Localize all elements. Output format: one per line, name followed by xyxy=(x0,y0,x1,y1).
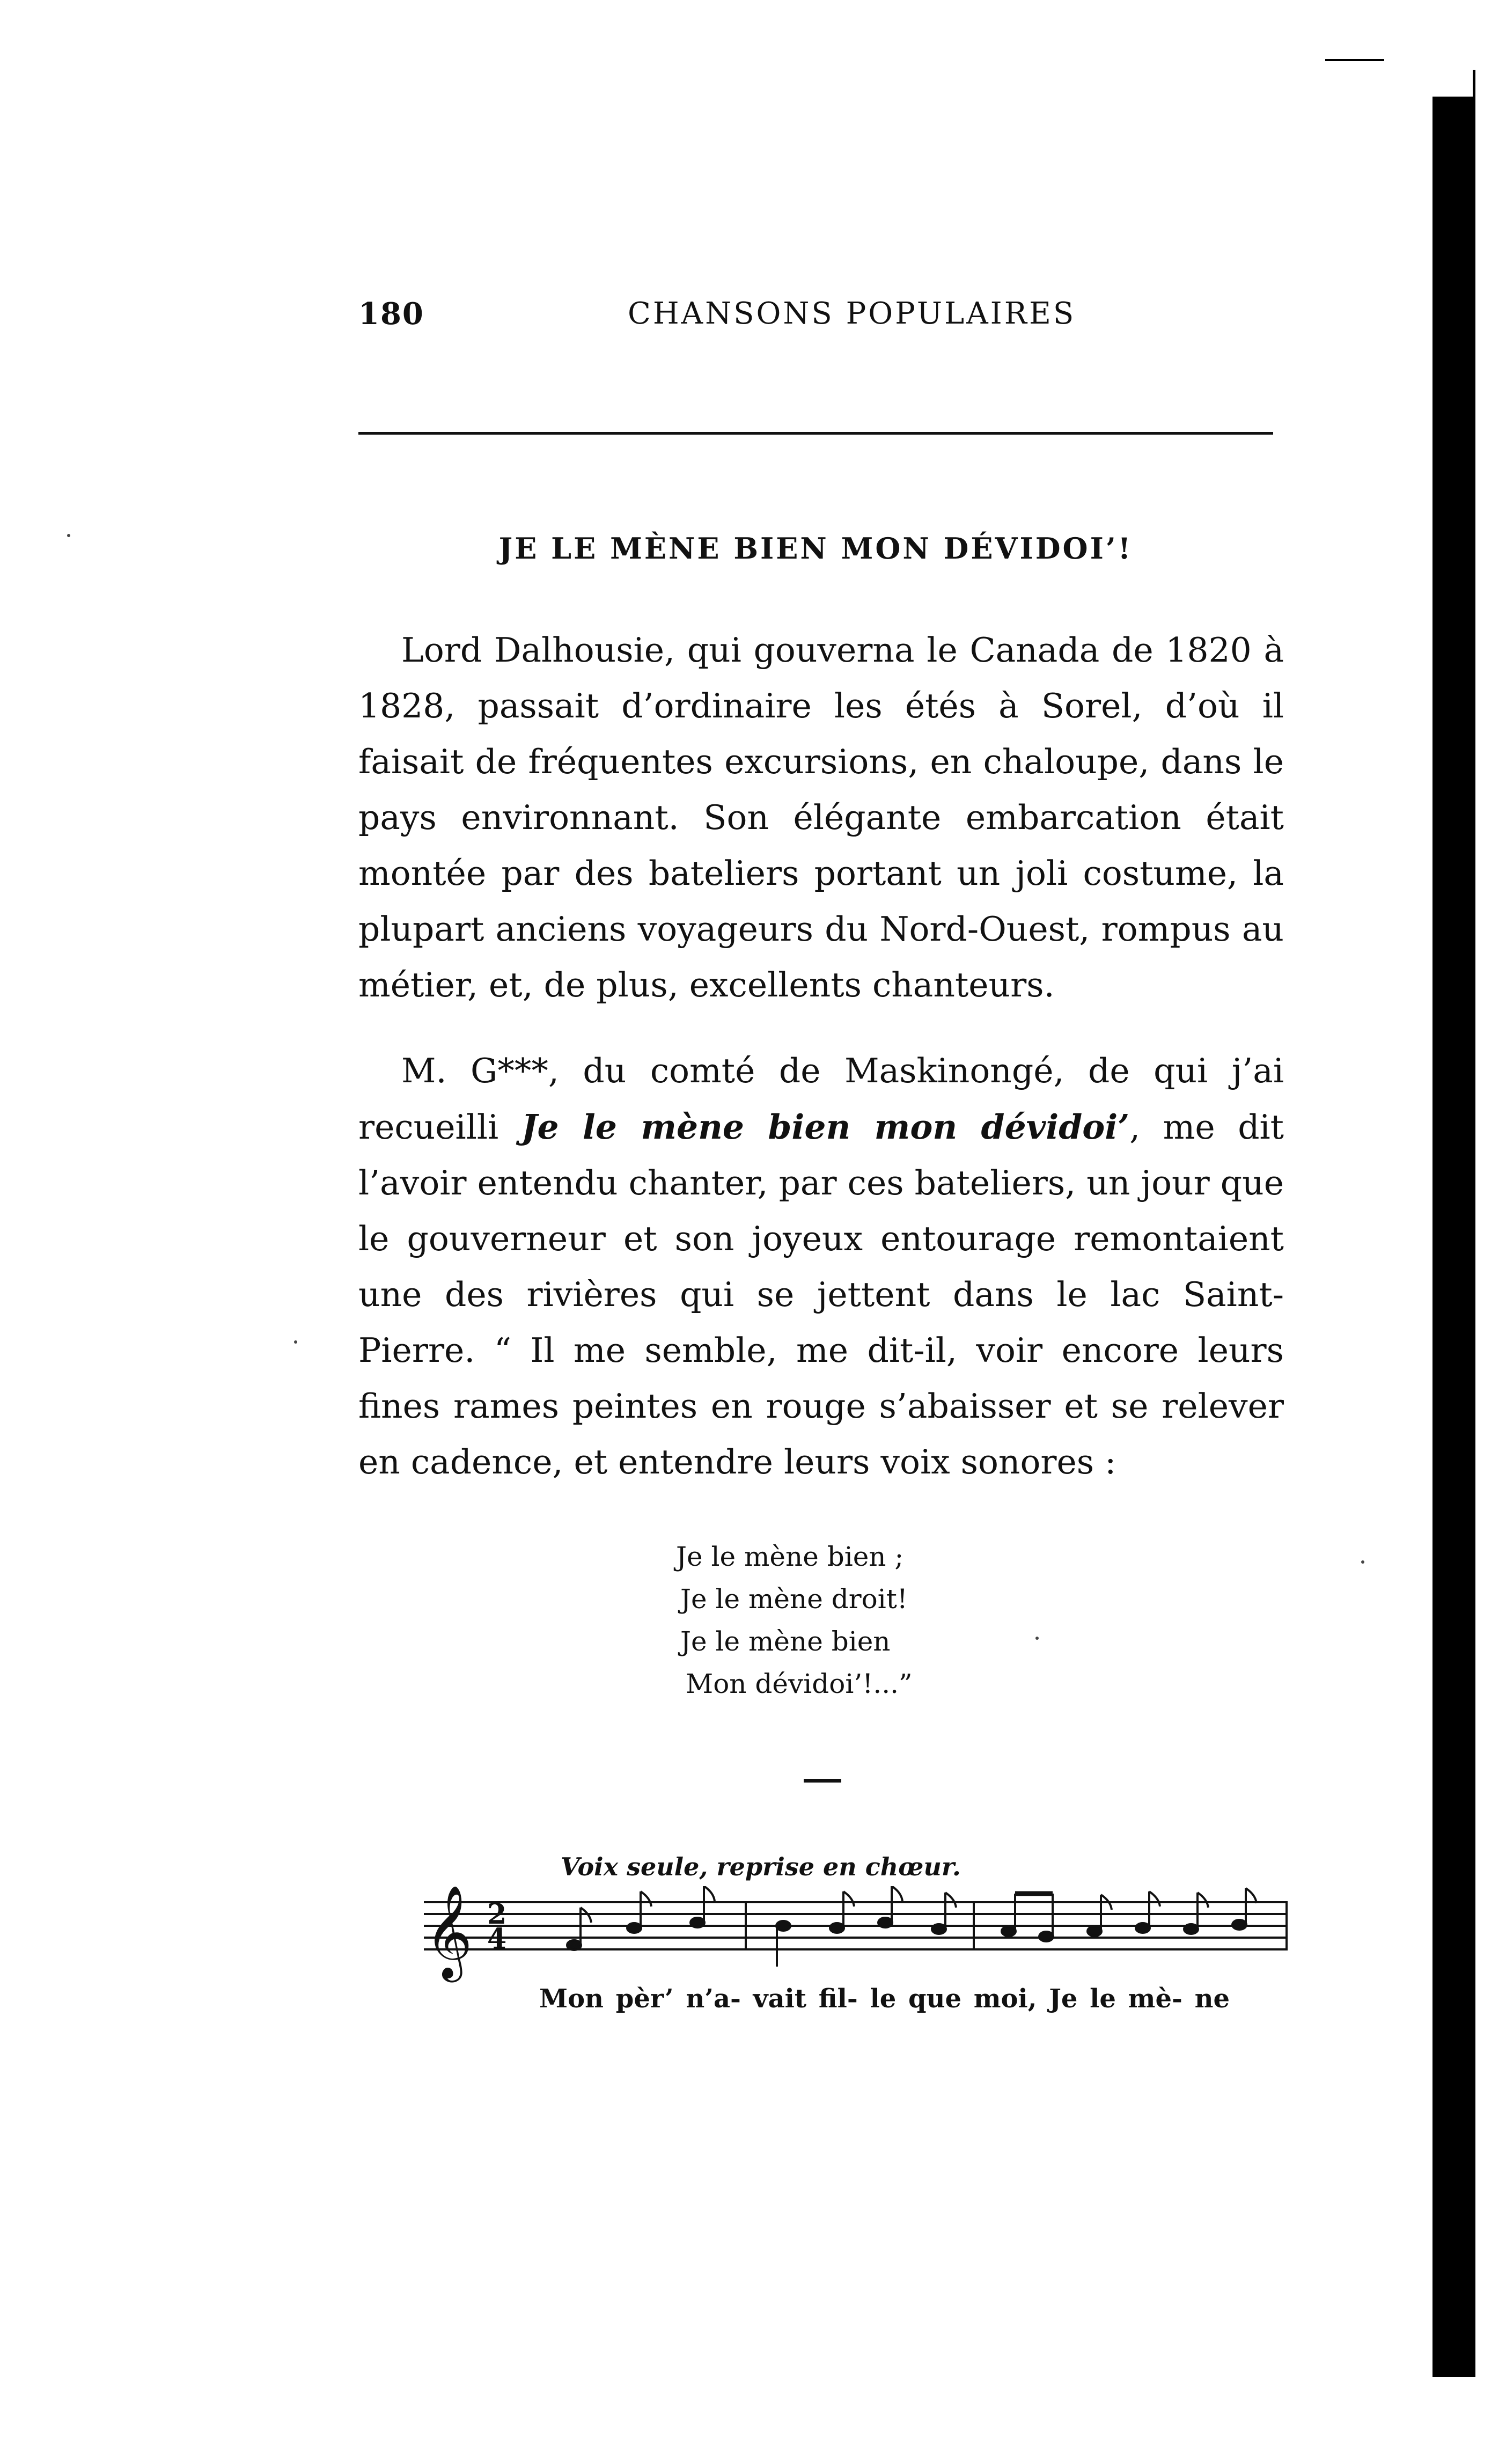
music-note xyxy=(1039,1932,1053,1941)
body-paragraph-1: Lord Dalhousie, qui gouverna le Canada de 1820 à 1828, passait d’ordinaire les étés à Sorel, d’où il faisait de fréquentes excursions, en chaloupe, dans le pays environnant. Son élégante embarcation était montée par des bateliers portant un joli costume, la plupart anciens voyageurs du Nord-Ouest, rompus au métier, et, de plus, excellents chanteurs. xyxy=(358,630,1284,1004)
music-note xyxy=(1136,1923,1150,1933)
music-note xyxy=(1002,1926,1016,1936)
verse-line: Je le mène droit! xyxy=(680,1583,908,1615)
verse-quote xyxy=(676,1536,913,1705)
music-note xyxy=(567,1940,581,1950)
paragraph-2-lead: M. G***, du comté de Maskinongé, de qui j’ai recueilli xyxy=(358,1051,1284,1147)
scan-edge-mark xyxy=(1473,70,1475,102)
music-note xyxy=(878,1918,892,1927)
paper-speck xyxy=(67,534,70,537)
verse-line: Je le mène bien xyxy=(680,1626,891,1657)
body-paragraph-2 xyxy=(358,1043,1284,1490)
music-lyrics: Mon pèr’ n’a- vait fil- le que moi, Je le mè- ne xyxy=(539,1984,1230,2014)
music-note xyxy=(1232,1920,1246,1930)
scan-edge-shadow xyxy=(1432,97,1475,2377)
page-number: 180 xyxy=(358,296,424,332)
scan-edge-mark xyxy=(1325,59,1384,61)
time-signature-bottom: 4 xyxy=(487,1923,507,1955)
music-note xyxy=(830,1923,844,1933)
paper-speck xyxy=(1361,1560,1364,1564)
music-note xyxy=(776,1921,790,1931)
music-note xyxy=(627,1923,641,1933)
music-note xyxy=(932,1924,946,1934)
music-tempo-note: Voix seule, reprise en chœur. xyxy=(561,1852,961,1881)
song-title-inline: Je le mène bien mon dévidoi’ xyxy=(521,1107,1130,1147)
paragraph-2-rest: , me dit l’avoir entendu chanter, par ces bateliers, un jour que le gouverneur et son joyeux entourage remontaient une des rivières qui se jettent dans le lac Saint-Pierre. “ Il me semble, me dit-il, voir encore leurs fines rames peintes en rouge s’abaisser et se relever en cadence, et entendre leurs voix sonores : xyxy=(358,1108,1284,1482)
chapter-title: JE LE MÈNE BIEN MON DÉVIDOI’! xyxy=(498,531,1133,566)
treble-clef-icon: 𝄞 xyxy=(425,1886,473,1978)
running-title: CHANSONS POPULAIRES xyxy=(628,296,1076,331)
staff-lines xyxy=(424,1902,1288,1949)
paper-speck xyxy=(294,1340,297,1344)
music-note xyxy=(1184,1924,1198,1934)
section-divider xyxy=(804,1779,841,1783)
music-staff xyxy=(424,1886,1293,1983)
time-signature-top: 2 xyxy=(487,1898,507,1931)
paper-speck xyxy=(1035,1637,1039,1640)
music-note xyxy=(690,1918,704,1927)
verse-line: Mon dévidoi’!...” xyxy=(686,1668,913,1699)
header-rule xyxy=(358,432,1273,435)
verse-line: Je le mène bien ; xyxy=(676,1541,904,1572)
music-note xyxy=(1088,1926,1101,1936)
